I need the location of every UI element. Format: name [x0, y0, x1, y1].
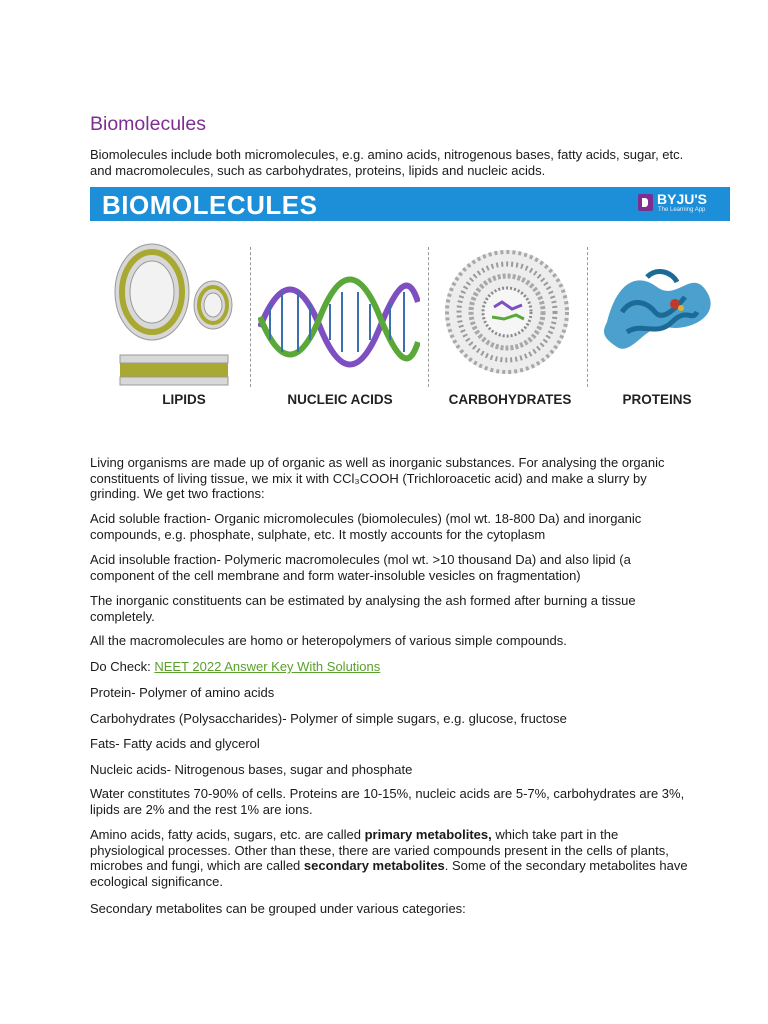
- proteins-illustration: [597, 252, 717, 372]
- lipids-illustration: [112, 237, 252, 392]
- metabolites-text: Amino acids, fatty acids, sugars, etc. are called: [90, 827, 365, 842]
- brand-name: BYJU'S: [657, 191, 708, 207]
- paragraph-acid-insoluble: Acid insoluble fraction- Polymeric macromolecules (mol wt. >10 thousand Da) and also lipid (a component of the cell membrane and form water-insoluble vesicles on fragmentation): [90, 552, 631, 583]
- figure-banner: [90, 187, 730, 221]
- brand-tagline: The Learning App: [658, 207, 706, 213]
- figure-label-lipids: LIPIDS: [162, 392, 206, 407]
- figure-divider: [587, 247, 588, 387]
- carbohydrates-illustration: [442, 247, 572, 377]
- paragraph-inorganic: The inorganic constituents can be estimated by analysing the ash formed after burning a tissue completely.: [90, 593, 636, 624]
- biomolecules-figure: [90, 187, 730, 427]
- figure-label-proteins: PROTEINS: [622, 392, 692, 407]
- metabolites-text: . Some of the secondary metabolites have ecological significance.: [90, 858, 688, 889]
- paragraph-nucleic-acids: Nucleic acids- Nitrogenous bases, sugar and phosphate: [90, 762, 413, 777]
- paragraph-secondary-categories: Secondary metabolites can be grouped under various categories:: [90, 901, 466, 916]
- paragraph-carbohydrates: Carbohydrates (Polysaccharides)- Polymer of simple sugars, e.g. glucose, fructose: [90, 711, 567, 726]
- banner-title: BIOMOLECULES: [102, 190, 318, 220]
- byjus-logo-icon: [638, 194, 653, 211]
- do-check-label: Do Check:: [90, 659, 151, 674]
- primary-metabolites-term: primary metabolites,: [364, 827, 492, 842]
- figure-divider: [428, 247, 429, 387]
- do-check-line: [90, 659, 690, 675]
- paragraph-metabolites: [90, 827, 690, 889]
- page-title: Biomolecules: [90, 113, 206, 135]
- paragraph-acid-soluble: Acid soluble fraction- Organic micromolecules (biomolecules) (mol wt. 18-800 Da) and inorganic compounds, e.g. phosphate, sulphate, etc. It mostly accounts for the cytoplasm: [90, 511, 642, 542]
- paragraph-water-composition: Water constitutes 70-90% of cells. Proteins are 10-15%, nucleic acids are 5-7%, carbohydrates are 3%, lipids are 2% and the rest 1% are ions.: [90, 786, 685, 817]
- neet-answer-key-link[interactable]: NEET 2022 Answer Key With Solutions: [154, 659, 381, 674]
- intro-paragraph: Biomolecules include both micromolecules, e.g. amino acids, nitrogenous bases, fatty acids, sugar, etc. and macromolecules, such as carbohydrates, proteins, lipids and nucleic acids.: [90, 147, 684, 178]
- byjus-logo: [638, 191, 722, 217]
- metabolites-text: which take part in the physiological processes. Other than these, there are varied compounds present in the cells of plants, microbes and fungi, which are called: [90, 827, 669, 873]
- paragraph-protein: Protein- Polymer of amino acids: [90, 685, 275, 700]
- paragraph-fats: Fats- Fatty acids and glycerol: [90, 736, 260, 751]
- figure-label-nucleic-acids: NUCLEIC ACIDS: [287, 392, 393, 407]
- paragraph-macromolecules: All the macromolecules are homo or heteropolymers of various simple compounds.: [90, 633, 567, 648]
- figure-label-carbohydrates: CARBOHYDRATES: [448, 392, 572, 407]
- secondary-metabolites-term: secondary metabolites: [303, 858, 445, 873]
- figure-divider: [250, 247, 251, 387]
- nucleic-acids-illustration: [258, 272, 420, 372]
- paragraph-organic-substances: Living organisms are made up of organic as well as inorganic substances. For analysing the organic constituents of living tissue, we mix it with CCl₃COOH (Trichloroacetic acid) and make a slurry by grinding. We get two fractions:: [90, 455, 665, 501]
